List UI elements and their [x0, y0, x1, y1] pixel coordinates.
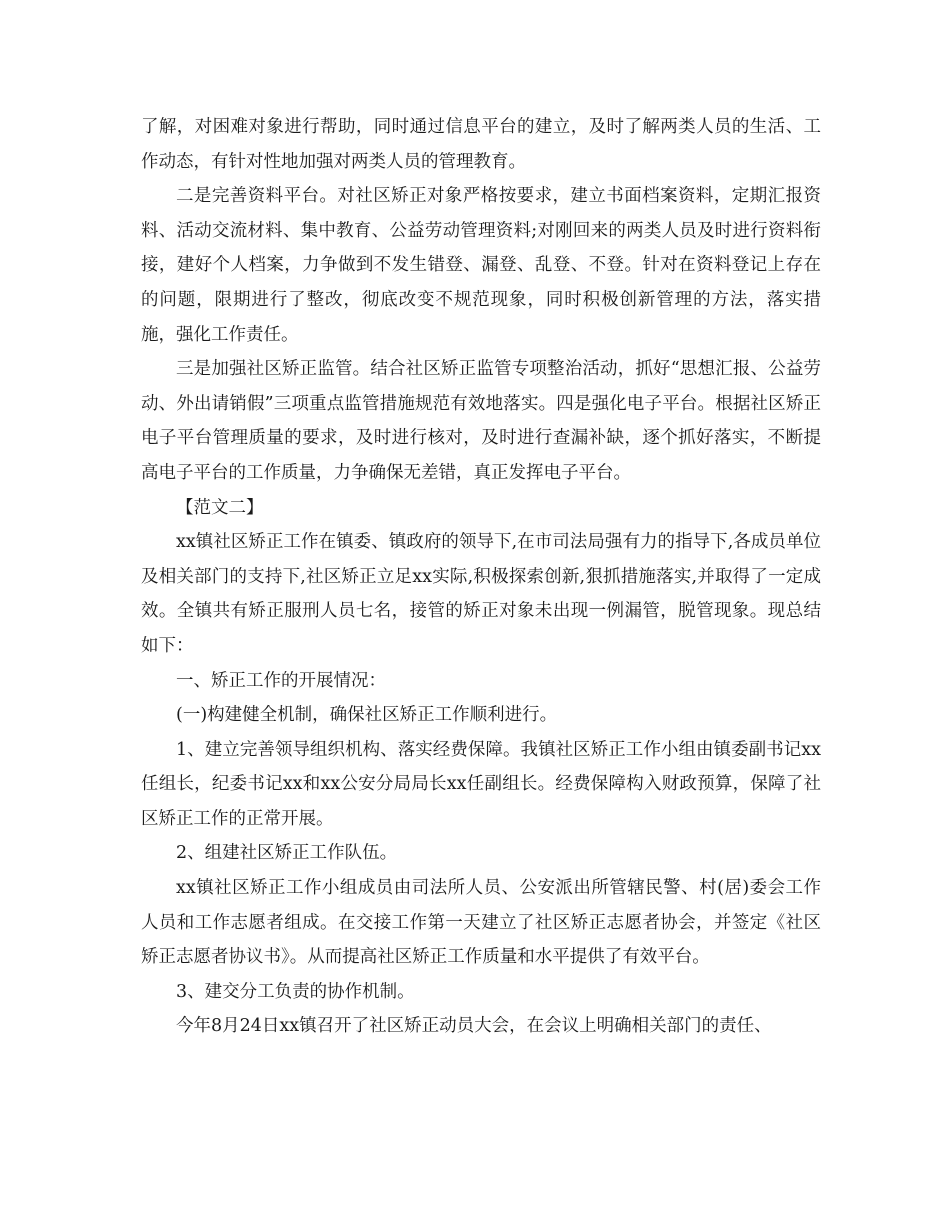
list-item-heading: 3、建交分工负责的协作机制。 [176, 981, 415, 1002]
paragraph: 1、建立完善领导组织机构、落实经费保障。我镇社区矫正工作小组由镇委副书记xx任组长，纪委书记xx和xx公安分局局长xx任副组长。经费保障构入财政预算，保障了社区矫正工作的正常开展。 [141, 739, 821, 829]
section-heading: 一、矫正工作的开展情况： [176, 670, 386, 691]
section-heading: 【范文二】 [176, 497, 264, 518]
paragraph: 今年8月24日xx镇召开了社区矫正动员大会，在会议上明确相关部门的责任、 [176, 1016, 772, 1037]
list-item-heading: 2、组建社区矫正工作队伍。 [176, 843, 398, 864]
document-body [141, 110, 821, 1044]
paragraph: 二是完善资料平台。对社区矫正对象严格按要求，建立书面档案资料，定期汇报资料、活动交流材料、集中教育、公益劳动管理资料;对刚回来的两类人员及时进行资料衔接，建好个人档案，力争做到不发生错登、漏登、乱登、不登。针对在资料登记上存在的问题，限期进行了整改，彻底改变不规范现象，同时积极创新管理的方法，落实措施，强化工作责任。 [141, 186, 821, 345]
paragraph: xx镇社区矫正工作小组成员由司法所人员、公安派出所管辖民警、村(居)委会工作人员和工作志愿者组成。在交接工作第一天建立了社区矫正志愿者协会，并签定《社区矫正志愿者协议书》。从而提高社区矫正工作质量和水平提供了有效平台。 [141, 878, 821, 968]
paragraph: 了解，对困难对象进行帮助，同时通过信息平台的建立，及时了解两类人员的生活、工作动态，有针对性地加强对两类人员的管理教育。 [141, 117, 821, 172]
paragraph: xx镇社区矫正工作在镇委、镇政府的领导下,在市司法局强有力的指导下,各成员单位及相关部门的支持下,社区矫正立足xx实际,积极探索创新,狠抓措施落实,并取得了一定成效。全镇共有矫正服刑人员七名，接管的矫正对象未出现一例漏管，脱管现象。现总结如下： [141, 532, 821, 656]
paragraph: 三是加强社区矫正监管。结合社区矫正监管专项整治活动，抓好“思想汇报、公益劳动、外出请销假”三项重点监管措施规范有效地落实。四是强化电子平台。根据社区矫正电子平台管理质量的要求，及时进行核对，及时进行查漏补缺，逐个抓好落实，不断提高电子平台的工作质量，力争确保无差错，真正发挥电子平台。 [141, 359, 821, 483]
subsection-heading: (一)构建健全机制，确保社区矫正工作顺利进行。 [176, 705, 558, 726]
